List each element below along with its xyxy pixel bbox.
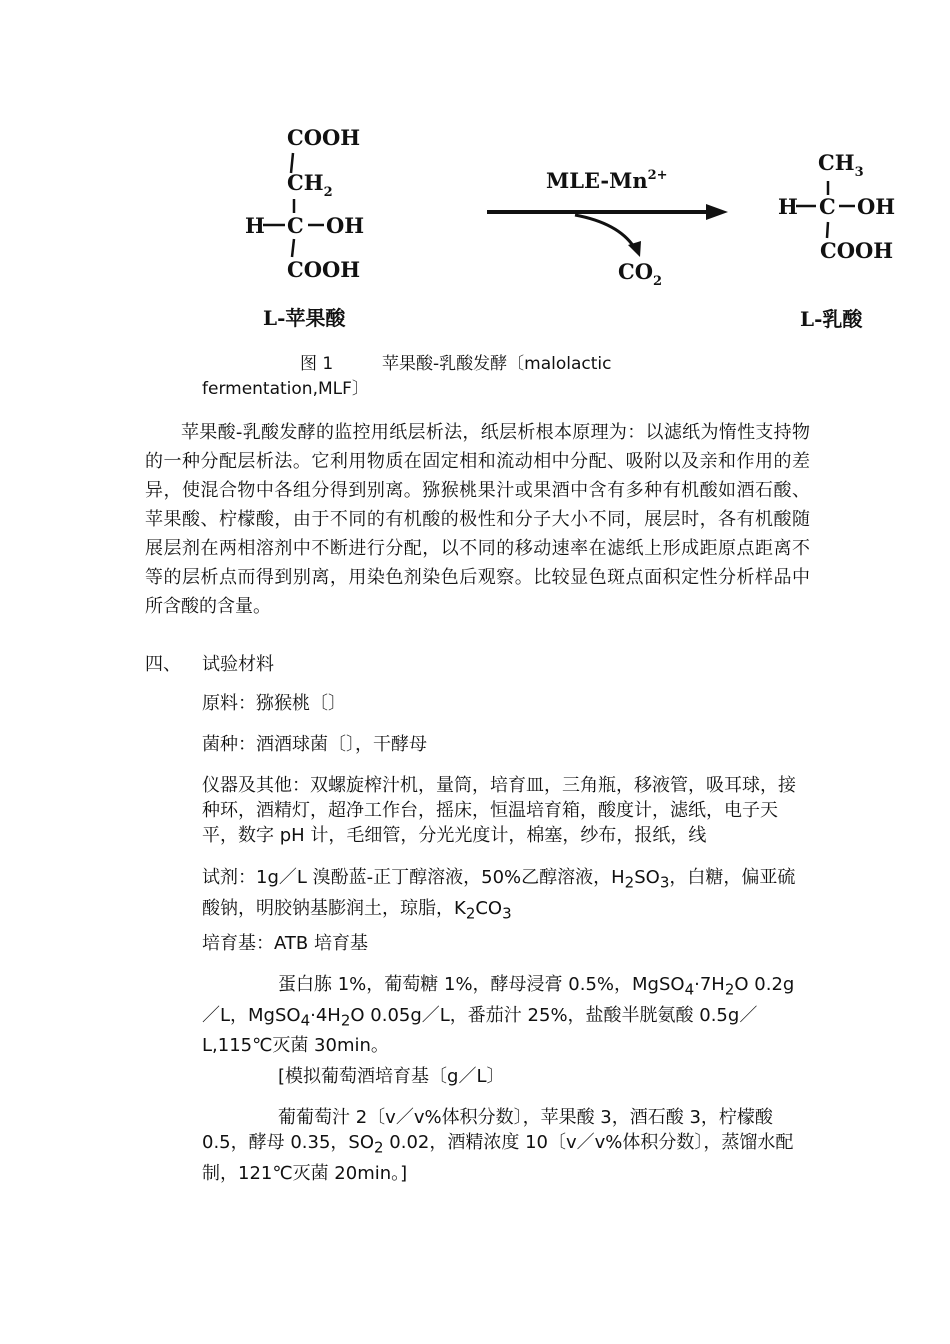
enzyme-label: MLE-$Mn^{2+}$ [546,168,668,193]
body-paragraph: 苹果酸-乳酸发酵的监控用纸层析法，纸层析根本原理为：以滤纸为惰性支持物的一种分配层析法。它利用物质在固定相和流动相中分配、吸附以及亲和作用的差异，使混合物中各组分得到别离。猕猴桃果汁或果酒中含有多种有机酸如酒石酸、苹果酸、柠檬酸，由于不同的有机酸的极性和分子大小不同，展层时，各有机酸随展层剂在两相溶剂中不断进行分配，以不同的移动速率在滤纸上形成距原点距离不等的层析点而得到别离，用染色剂染色后观察。比较显色斑点面积定性分析样品中所含酸的含量。 [145,422,810,617]
figure-caption [202,352,682,402]
malic-acid-structure [245,125,364,330]
atb-medium-formula: 蛋白胨 1%，葡萄糖 1%，酵母浸膏 0.5%，$MgSO_4\cdot 7H_2O$ 0.2g／L，$MgSO_4\cdot 4H_2O$ 0.05g／L，番茄汁 25%，盐酸半胱氨酸 0.5g／L,115℃灭菌 30min。 [202,974,795,1057]
simulated-wine-medium-formula: 葡葡萄汁 2〔v／v%体积分数〕，苹果酸 3，酒石酸 3，柠檬酸 0.5，酵母 0.35，$SO_2$ 0.02，酒精浓度 10〔v／v%体积分数〕，蒸馏水配制，121℃灭菌 20min。] [202,1107,794,1184]
section-title: 试验材料 [202,654,274,675]
lactic-acid-name: L-乳酸 [800,307,863,331]
bond-line [827,222,828,238]
malolactic-reaction-figure [230,115,910,345]
lactic-h: H [778,194,798,219]
malic-h: H [245,213,265,238]
lactic-ch3: $CH_3$ [818,150,864,180]
strain-line: 菌种：酒酒球菌〔〕，干酵母 [202,734,427,755]
section-number: 四、 [145,654,181,675]
reaction-arrow [487,168,728,289]
malic-c: C [287,213,304,238]
raw-material-line: 原料：猕猴桃〔〕 [202,693,346,714]
bond-line [292,239,294,257]
malic-acid-name: L-苹果酸 [263,306,346,330]
instruments-paragraph: 仪器及其他：双螺旋榨汁机，量筒，培育皿，三角瓶，移液管，吸耳球，接种环，酒精灯，超净工作台，摇床，恒温培育箱，酸度计，滤纸，电子天平，数字 pH 计，毛细管，分光光度计，棉塞，纱布，报纸，线 [202,775,796,846]
malic-bottom-cooh: COOH [287,257,361,282]
medium-title: 培育基：ATB 培育基 [202,933,368,954]
reagents-paragraph: 试剂：1g／L 溴酚蓝-正丁醇溶液，50%乙醇溶液，$H_2SO_3$，白糖，偏亚硫酸钠，明胶钠基膨润土，琼脂，$K_2CO_3$ [202,867,796,923]
section-heading [145,650,274,676]
lactic-oh: OH [857,194,896,219]
lactic-acid-structure [778,150,895,331]
arrow-head [706,204,728,220]
lactic-bottom-cooh: COOH [820,238,894,263]
co2-label: $CO_2$ [618,259,663,289]
lactic-c: C [819,194,836,219]
malic-top-cooh: COOH [287,125,361,150]
caption-text-2: fermentation,MLF〕 [202,379,369,399]
malic-ch2: $CH_2$ [287,170,333,200]
caption-text-1: 苹果酸-乳酸发酵〔malolactic [382,354,612,374]
simulated-wine-medium-title: [模拟葡萄酒培育基〔g／L〕 [278,1066,505,1087]
caption-number: 图 1 [300,354,334,374]
caption-line-1 [202,352,682,377]
branch-curve [575,215,634,247]
malic-oh: OH [326,213,365,238]
